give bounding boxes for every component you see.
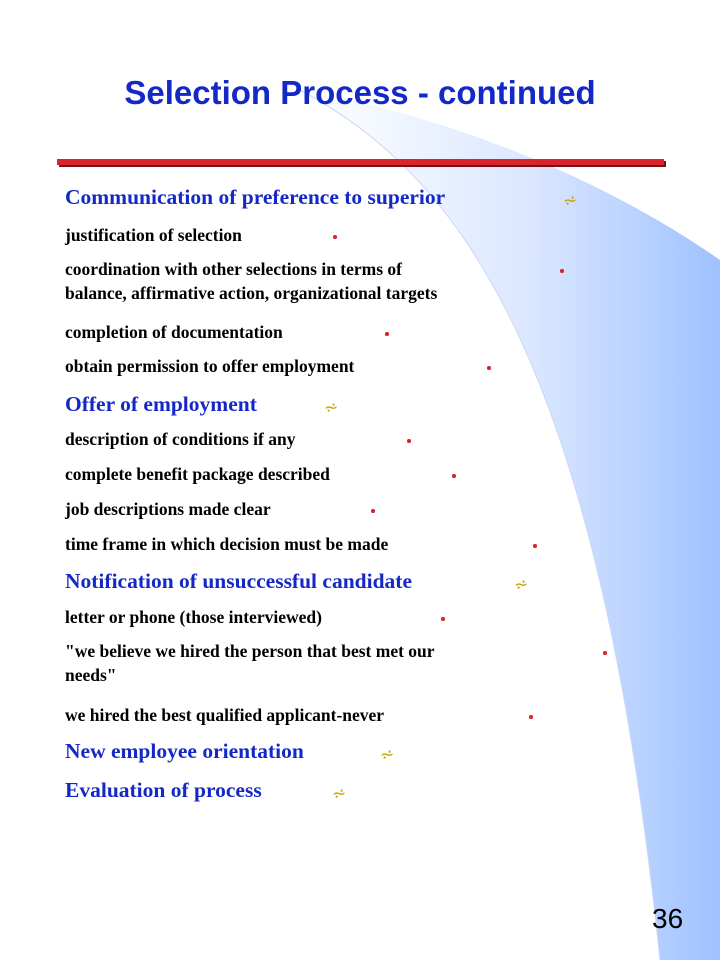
dot-bullet-icon [529,715,533,719]
sub-bullet-text: complete benefit package described [65,464,330,484]
section-heading [65,392,257,417]
sub-bullet-text: obtain permission to offer employment [65,356,355,376]
dot-bullet-icon [385,332,389,336]
sub-bullet-text: completion of documentation [65,322,283,342]
section-heading-text: Communication of preference to superior [65,185,446,209]
sub-bullet-text-line: "we believe we hired the person that best met our [65,641,435,661]
sub-bullet-text: job descriptions made clear [65,499,271,519]
dot-bullet-icon [560,269,564,273]
swoosh-fill [300,90,720,960]
sub-bullet-item [65,320,283,344]
sub-bullet-text: description of conditions if any [65,429,296,449]
page-number: 36 [652,903,684,934]
sub-bullet-item [65,427,295,451]
sub-bullet-text-line: balance, affirmative action, organizational targets [65,283,438,303]
ornamental-heading-bullet-icon: ⩫ [324,398,339,418]
section-heading [65,569,412,594]
sub-bullet-text: justification of selection [65,225,242,245]
sub-bullet-item [65,257,437,305]
dot-bullet-icon [441,617,445,621]
slide-title: Selection Process - continued [124,74,596,111]
title-divider [57,159,664,165]
dot-bullet-icon [452,474,456,478]
sub-bullet-item [65,703,384,727]
sub-bullet-item [65,639,435,687]
section-heading-text: Evaluation of process [65,778,262,802]
ornamental-heading-bullet-icon: ⩫ [380,745,395,765]
ornamental-heading-bullet-icon: ⩫ [563,191,578,211]
sub-bullet-text: time frame in which decision must be made [65,534,389,554]
sub-bullet-item [65,462,330,486]
sub-bullet-item [65,497,271,521]
dot-bullet-icon [333,235,337,239]
section-heading [65,739,304,764]
section-heading-text: New employee orientation [65,739,304,763]
sub-bullet-item [65,532,388,556]
section-heading-text: Offer of employment [65,392,257,416]
section-heading-text: Notification of unsuccessful candidate [65,569,412,593]
sub-bullet-text-line: coordination with other selections in terms of [65,259,403,279]
dot-bullet-icon [533,544,537,548]
sub-bullet-text: letter or phone (those interviewed) [65,607,322,627]
dot-bullet-icon [603,651,607,655]
section-heading [65,185,445,210]
section-heading [65,778,262,803]
dot-bullet-icon [371,509,375,513]
sub-bullet-text-line: needs" [65,665,117,685]
ornamental-heading-bullet-icon: ⩫ [514,575,529,595]
dot-bullet-icon [407,439,411,443]
dot-bullet-icon [487,366,491,370]
sub-bullet-item [65,223,242,247]
sub-bullet-text: we hired the best qualified applicant-never [65,705,385,725]
sub-bullet-item [65,354,354,378]
ornamental-heading-bullet-icon: ⩫ [332,784,347,804]
sub-bullet-item [65,605,322,629]
